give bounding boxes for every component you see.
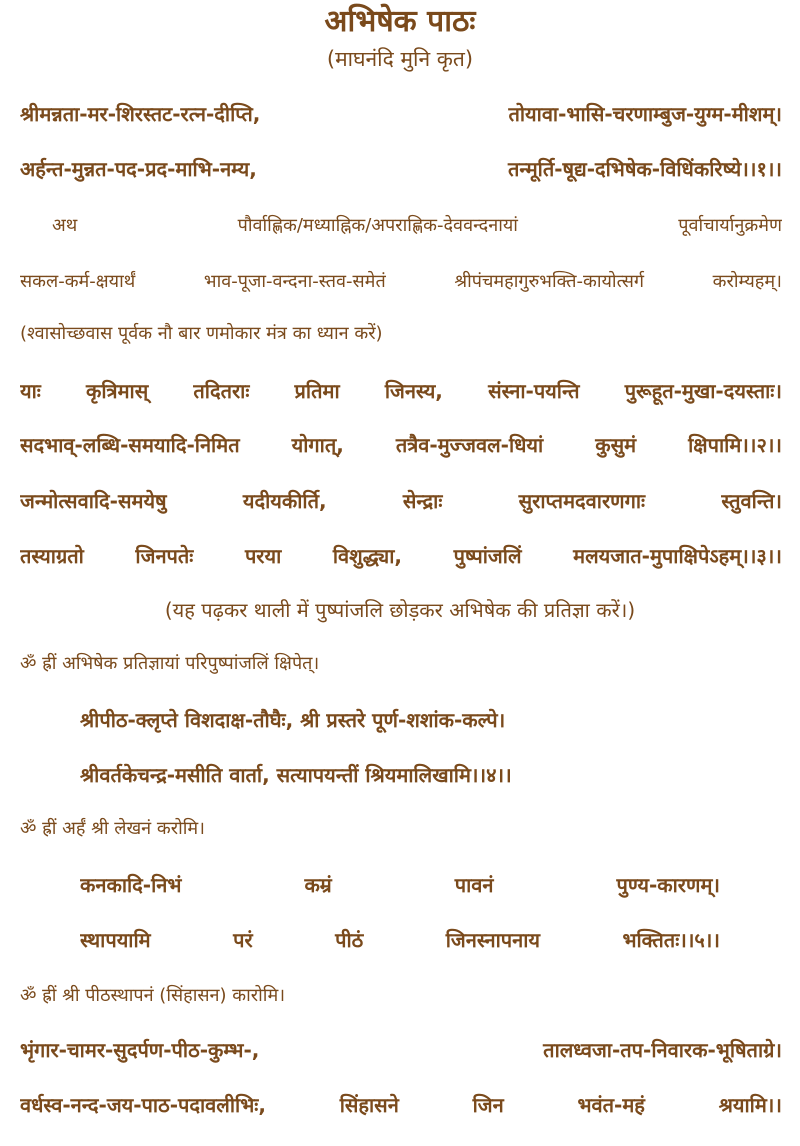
- prose-text: अथ: [52, 215, 78, 236]
- verse-text: पुष्पांजलिं: [453, 544, 522, 568]
- prose-text: सकल-कर्म-क्षयार्थं: [20, 271, 136, 292]
- verse-text: जिनस्य,: [384, 379, 443, 403]
- verse-text: संस्ना-पयन्ति: [488, 379, 580, 403]
- verse-text: स्थापयामि: [80, 928, 151, 952]
- verse-text: कनकादि-निभं: [80, 873, 182, 897]
- verse-text: पुण्य-कारणम्।: [616, 873, 720, 897]
- verse-line: [20, 483, 782, 519]
- verse-text: भवंत-महं: [577, 1093, 645, 1117]
- verse-text: श्रीपीठ-क्लृप्ते विशदाक्ष-तौघैः, श्री प्रस्तरे पूर्ण-शशांक-कल्पे।: [80, 708, 506, 732]
- verse-text: श्रीवर्तकेचन्द्र-मसीति वार्ता, सत्यापयन्तीं श्रियमालिखामि।।४।।: [80, 763, 512, 787]
- prose-text: करोम्यहम्।: [712, 271, 782, 292]
- instruction-line: [20, 316, 782, 352]
- verse-line: [20, 96, 782, 132]
- verse-line: [20, 1032, 782, 1068]
- verse-text: तदितराः: [193, 379, 250, 403]
- prose-text: श्रीपंचमहागुरुभक्ति-कायोत्सर्ग: [454, 271, 645, 292]
- verse-text: पुरूहूत-मुखा-दयस्ताः।: [624, 379, 782, 403]
- verse-text: जिनस्नापनाय: [445, 928, 540, 952]
- verse-text: भक्तितः।।५।।: [622, 928, 720, 952]
- verse-text: श्रीमन्नता-मर-शिरस्तट-रत्न-दीप्ति,: [20, 102, 261, 126]
- verse-text: याः: [20, 379, 41, 403]
- verse-text: तस्याग्रतो: [20, 544, 84, 568]
- prose-text: पौर्वाह्णिक/मध्याह्निक/अपराह्णिक-देववन्दनायां: [237, 215, 518, 236]
- verse-line: [80, 702, 720, 738]
- verse-text: अर्हन्त-मुन्नत-पद-प्रद-माभि-नम्य,: [20, 157, 257, 181]
- verse-text: प्रतिमा: [294, 379, 340, 403]
- verse-line: [20, 151, 782, 187]
- mantra-text: ॐ ह्रीं अभिषेक प्रतिज्ञायां परिपुष्पांजलिं क्षिपेत्।: [20, 653, 320, 674]
- verse-line: [20, 538, 782, 574]
- instruction-text: (श्वासोच्छवास पूर्वक नौ बार णमोकार मंत्र का ध्यान करें): [20, 323, 383, 344]
- instruction-line: [0, 592, 800, 628]
- verse-text: तत्रैव-मुज्जवल-धियां: [395, 433, 544, 457]
- verse-text: कम्रं: [304, 873, 332, 897]
- verse-text: पीठं: [335, 928, 364, 952]
- mantra-line: [20, 811, 782, 847]
- verse-line: [20, 373, 782, 409]
- verse-line: [20, 427, 782, 463]
- verse-text: योगात्,: [291, 433, 344, 457]
- verse-text: यदीयकीर्ति,: [242, 489, 327, 513]
- verse-text: जन्मोत्सवादि-समयेषु: [20, 489, 167, 513]
- verse-text: स्तुवन्ति।: [721, 489, 782, 513]
- verse-text: तालध्वजा-तप-निवारक-भूषिताग्रे।: [543, 1038, 782, 1062]
- verse-line: [20, 1087, 782, 1123]
- verse-text: विशुद्ध्या,: [332, 544, 402, 568]
- verse-text: कृत्रिमास्: [85, 379, 149, 403]
- prose-line: [52, 208, 782, 244]
- verse-line: [80, 757, 720, 793]
- verse-text: वर्धस्व-नन्द-जय-पाठ-पदावलीभिः,: [20, 1093, 266, 1117]
- verse-text: परया: [244, 544, 282, 568]
- page-title: अभिषेक पाठः: [324, 4, 476, 39]
- verse-text: श्रयामि।।: [718, 1093, 782, 1117]
- mantra-line: [20, 646, 782, 682]
- prose-line: [20, 264, 782, 300]
- page-subtitle: (माघनंदि मुनि कृत): [326, 47, 474, 71]
- mantra-text: ॐ ह्रीं श्री पीठस्थापनं (सिंहासन) कारोमि।: [20, 985, 286, 1006]
- verse-text: क्षिपामि।।२।।: [688, 433, 782, 457]
- mantra-line: [20, 978, 782, 1014]
- verse-text: सुराप्तमदवारणगाः: [518, 489, 646, 513]
- verse-text: कुसुमं: [595, 433, 637, 457]
- verse-text: भृंगार-चामर-सुदर्पण-पीठ-कुम्भ-,: [20, 1038, 260, 1062]
- mantra-text: ॐ ह्रीं अर्हं श्री लेखनं करोमि।: [20, 818, 205, 839]
- verse-text: पावनं: [454, 873, 494, 897]
- instruction-text: (यह पढ़कर थाली में पुष्पांजलि छोड़कर अभिषेक की प्रतिज्ञा करें।): [164, 598, 636, 622]
- verse-line: [80, 867, 720, 903]
- verse-text: तन्मूर्ति-षूद्य-दभिषेक-विधिंकरिष्ये।।१।।: [507, 157, 782, 181]
- prose-text: भाव-पूजा-वन्दना-स्तव-समेतं: [203, 271, 386, 292]
- verse-text: तोयावा-भासि-चरणाम्बुज-युग्म-मीशम्।: [508, 102, 782, 126]
- verse-text: जिनपतेः: [135, 544, 194, 568]
- verse-text: सदभाव्-लब्धि-समयादि-निमित: [20, 433, 240, 457]
- verse-text: परं: [233, 928, 253, 952]
- verse-text: सेन्द्राः: [402, 489, 443, 513]
- prose-text: पूर्वाचार्यानुक्रमेण: [678, 215, 782, 236]
- verse-text: मलयजात-मुपाक्षिपेऽहम्।।३।।: [573, 544, 782, 568]
- verse-text: जिन: [472, 1093, 504, 1117]
- verse-line: [80, 922, 720, 958]
- verse-text: सिंहासने: [339, 1093, 399, 1117]
